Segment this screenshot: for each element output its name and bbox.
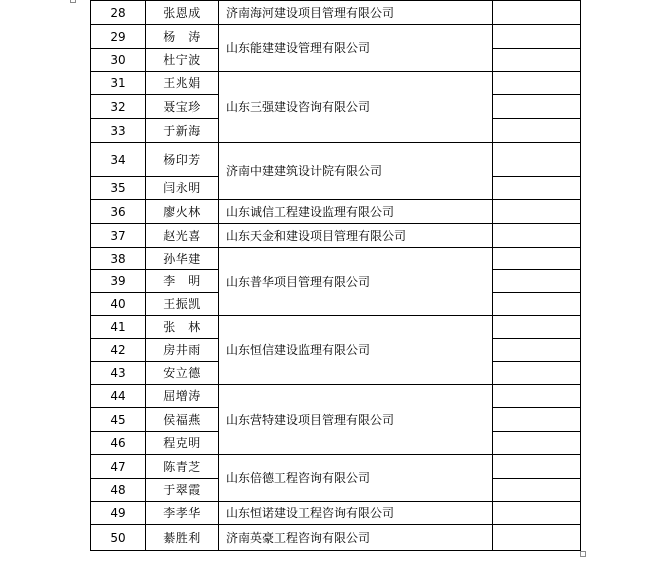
row-number-cell: 44	[91, 385, 146, 408]
personnel-table	[90, 0, 581, 551]
company-name-cell: 山东诚信工程建设监理有限公司	[219, 200, 493, 224]
company-name-cell: 山东营特建设项目管理有限公司	[219, 385, 493, 455]
table-row	[91, 224, 581, 248]
row-number-cell: 41	[91, 316, 146, 339]
row-number-cell: 36	[91, 200, 146, 224]
row-number-cell: 40	[91, 293, 146, 316]
person-name-cell: 杜宁波	[146, 49, 219, 72]
row-number-cell: 47	[91, 455, 146, 479]
person-name-cell: 张 林	[146, 316, 219, 339]
table-row	[91, 200, 581, 224]
table-row	[91, 455, 581, 479]
table-row	[91, 248, 581, 270]
person-name-cell: 于新海	[146, 119, 219, 143]
person-name-cell: 赵光喜	[146, 224, 219, 248]
row-number-cell: 39	[91, 270, 146, 293]
company-name-cell: 山东普华项目管理有限公司	[219, 248, 493, 316]
row-number-cell: 49	[91, 502, 146, 525]
row-number-cell: 35	[91, 177, 146, 200]
person-name-cell: 侯福燕	[146, 408, 219, 432]
row-number-cell: 28	[91, 1, 146, 25]
empty-cell	[493, 362, 581, 385]
person-name-cell: 王兆娟	[146, 72, 219, 95]
empty-cell	[493, 95, 581, 119]
empty-cell	[493, 72, 581, 95]
row-number-cell: 43	[91, 362, 146, 385]
empty-cell	[493, 224, 581, 248]
row-number-cell: 29	[91, 25, 146, 49]
person-name-cell: 孙华建	[146, 248, 219, 270]
company-name-cell: 山东天金和建设项目管理有限公司	[219, 224, 493, 248]
person-name-cell: 廖火林	[146, 200, 219, 224]
empty-cell	[493, 270, 581, 293]
person-name-cell: 房井雨	[146, 339, 219, 362]
person-name-cell: 聂宝珍	[146, 95, 219, 119]
row-number-cell: 34	[91, 143, 146, 177]
row-number-cell: 38	[91, 248, 146, 270]
empty-cell	[493, 49, 581, 72]
row-number-cell: 50	[91, 525, 146, 551]
company-name-cell: 山东三强建设咨询有限公司	[219, 72, 493, 143]
table-row	[91, 316, 581, 339]
empty-cell	[493, 248, 581, 270]
person-name-cell: 王振凯	[146, 293, 219, 316]
empty-cell	[493, 525, 581, 551]
row-number-cell: 31	[91, 72, 146, 95]
empty-cell	[493, 316, 581, 339]
person-name-cell: 綦胜利	[146, 525, 219, 551]
empty-cell	[493, 119, 581, 143]
table-move-handle[interactable]	[70, 0, 76, 3]
person-name-cell: 于翠霞	[146, 479, 219, 502]
empty-cell	[493, 339, 581, 362]
row-number-cell: 37	[91, 224, 146, 248]
company-name-cell: 山东倍德工程咨询有限公司	[219, 455, 493, 502]
person-name-cell: 李孝华	[146, 502, 219, 525]
empty-cell	[493, 432, 581, 455]
row-number-cell: 42	[91, 339, 146, 362]
person-name-cell: 杨 涛	[146, 25, 219, 49]
row-number-cell: 30	[91, 49, 146, 72]
person-name-cell: 安立德	[146, 362, 219, 385]
person-name-cell: 李 明	[146, 270, 219, 293]
person-name-cell: 陈青芝	[146, 455, 219, 479]
empty-cell	[493, 293, 581, 316]
empty-cell	[493, 200, 581, 224]
company-name-cell: 济南海河建设项目管理有限公司	[219, 1, 493, 25]
row-number-cell: 48	[91, 479, 146, 502]
person-name-cell: 程克明	[146, 432, 219, 455]
person-name-cell: 屈增涛	[146, 385, 219, 408]
table-row	[91, 143, 581, 177]
table-row	[91, 72, 581, 95]
empty-cell	[493, 455, 581, 479]
empty-cell	[493, 25, 581, 49]
empty-cell	[493, 479, 581, 502]
row-number-cell: 32	[91, 95, 146, 119]
empty-cell	[493, 502, 581, 525]
company-name-cell: 山东恒诺建设工程咨询有限公司	[219, 502, 493, 525]
empty-cell	[493, 385, 581, 408]
row-number-cell: 46	[91, 432, 146, 455]
company-name-cell: 济南英豪工程咨询有限公司	[219, 525, 493, 551]
person-name-cell: 闫永明	[146, 177, 219, 200]
table-row	[91, 25, 581, 49]
table-row	[91, 525, 581, 551]
company-name-cell: 山东能建建设管理有限公司	[219, 25, 493, 72]
company-name-cell: 山东恒信建设监理有限公司	[219, 316, 493, 385]
row-number-cell: 45	[91, 408, 146, 432]
table-resize-handle[interactable]	[580, 551, 586, 557]
company-name-cell: 济南中建建筑设计院有限公司	[219, 143, 493, 200]
empty-cell	[493, 1, 581, 25]
empty-cell	[493, 408, 581, 432]
person-name-cell: 张恩成	[146, 1, 219, 25]
person-name-cell: 杨印芳	[146, 143, 219, 177]
empty-cell	[493, 143, 581, 177]
table-row	[91, 502, 581, 525]
row-number-cell: 33	[91, 119, 146, 143]
table-row	[91, 1, 581, 25]
table-row	[91, 385, 581, 408]
empty-cell	[493, 177, 581, 200]
